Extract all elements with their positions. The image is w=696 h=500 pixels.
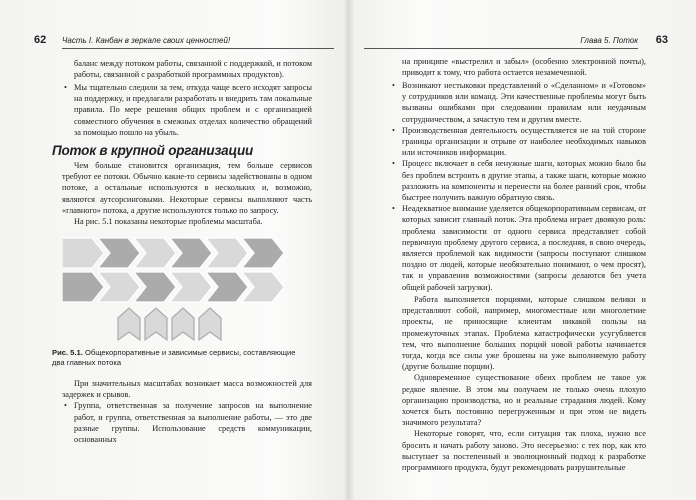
section-heading: Поток в крупной организации — [52, 143, 254, 158]
chevron — [62, 238, 104, 268]
paragraph: На рис. 5.1 показаны некоторые проблемы масштаба. — [74, 217, 263, 227]
up-chevron — [172, 308, 194, 340]
paragraph: Чем больше становится организация, тем больше сервисов требуют ее потоки. Обычно какие-то сервисы задействованы в одном потоке, а остальные используются в нескольких и, возможно, являются аутсорсинговыми. Некоторые сервисы выполняют часть «главного» потока, а другие используются только по запросу. — [62, 161, 312, 215]
intro-text-block — [62, 160, 312, 227]
right-page-header — [348, 34, 696, 50]
running-head: Глава 5. Поток — [580, 36, 638, 45]
chevron-row-2 — [62, 272, 284, 302]
figure-caption-text: Общекорпоративные и зависимые сервисы, составляющие два главных потока — [52, 348, 296, 367]
list-item: • Производственная деятельность осуществляется не на той стороне границы организации и отрыве от наиболее необходимых навыков или источников информации. — [390, 125, 646, 159]
dependent-services — [118, 308, 221, 340]
chevron-row-1 — [62, 238, 284, 268]
paragraph: Работа выполняется порциями, которые слишком велики и представляют собой, например, многоместные или многолетние проекты, не приносящие клиентам никакой пользы на промежуточных этапах. Проблема катастрофически усугубляется тем, что выполнение больших порций новой работы начинается тогда, когда все силы уже брошены на уже выполняемую работу (другие большие порции). — [402, 295, 646, 372]
bottom-text-block — [62, 378, 312, 445]
left-page-header — [0, 34, 348, 50]
list-item: • Процесс включает в себя ненужные шаги, которых можно было бы без проблем встроить в другие этапы, а также шаги, которые можно разложить на компоненты и перенести на более ранний срок, чтобы быстрее получить важную обратную связь. — [390, 158, 646, 203]
chevron — [62, 272, 104, 302]
paragraph: Одновременное существование обеих проблем не такое уж редкое явление. В этом мы получаем не только очень плохую организацию производства, но и реальные страдания людей. Кому хочется быть постоянно перегруженным и при этом не видеть значимого результата? — [402, 373, 646, 428]
continuation-block — [402, 56, 646, 78]
continuation-paragraph: на принципе «выстрелил и забыл» (особенно электронной почты), приводит к тому, что работа остается незамеченной. — [402, 57, 646, 78]
list-item: • Группа, ответственная за получение запросов на выполнение работ, и группа, ответственная за выполнение работы, — это две разные группы. Использование средств коммуникации, основанных — [62, 400, 312, 445]
right-page — [348, 0, 696, 500]
header-rule — [62, 48, 334, 49]
up-chevron — [145, 308, 167, 340]
running-head: Часть I. Канбан в зеркале своих ценностей! — [62, 36, 231, 45]
top-bullet-block — [62, 82, 312, 138]
flow-diagram — [62, 236, 298, 346]
list-item: • Мы тщательно следили за тем, откуда чаще всего исходят запросы на поддержку, и предлагали разработать и внедрить там локальные правила. По мере решения общих проблем и с организацией совместного обучения в смежных отделах количество обращений за помощью пошло на убыль. — [62, 82, 312, 138]
list-item: • Возникают нестыковки представлений о «Сделанном» и «Готовом» у сотрудников или команд. Эти качественные проблемы могут быть вызваны ошибками при следовании правилам или неудачным сотрудничеством, а зачастую тем и другим вместе. — [390, 80, 646, 125]
body-text-block — [402, 294, 646, 473]
figure-caption — [52, 348, 310, 368]
paragraph: При значительных масштабах возникает масса возможностей для задержек и срывов. — [62, 379, 312, 400]
header-rule — [364, 48, 638, 49]
up-chevron — [118, 308, 140, 340]
page-number: 63 — [655, 34, 668, 46]
list-item: • Неадекватное внимание уделяется общекорпоративным сервисам, от которых зависит главный поток. Эта проблема играет двоякую роль: проблема зависимости от одного сервиса представляет собой первичную проблему другого сервиса, а последняя, в свою очередь, является проблемой как видимости (запросы поступают слишком поздно от людей, которые необязательно понимают, о чем просят), так и управления возможностями (запросы делаются без учета общей рабочей загрузки). — [390, 203, 646, 293]
figure-label: Рис. 5.1. — [52, 348, 83, 357]
up-chevron — [199, 308, 221, 340]
continuation-paragraph: баланс между потоком работы, связанной с поддержкой, и потоком работы, связанной с разработкой программных продуктов). — [74, 59, 312, 80]
top-text-block — [74, 58, 312, 80]
page-number: 62 — [34, 34, 47, 46]
paragraph: Некоторые говорят, что, если ситуация так плоха, нужно все бросить и начать работу заново. Это несерьезно: с тех пор, как кто выступает за постепенный и эволюционный подход к разработке программного продукта, будут рекомендовать разрушительные — [402, 429, 646, 473]
bullet-list — [390, 80, 646, 293]
